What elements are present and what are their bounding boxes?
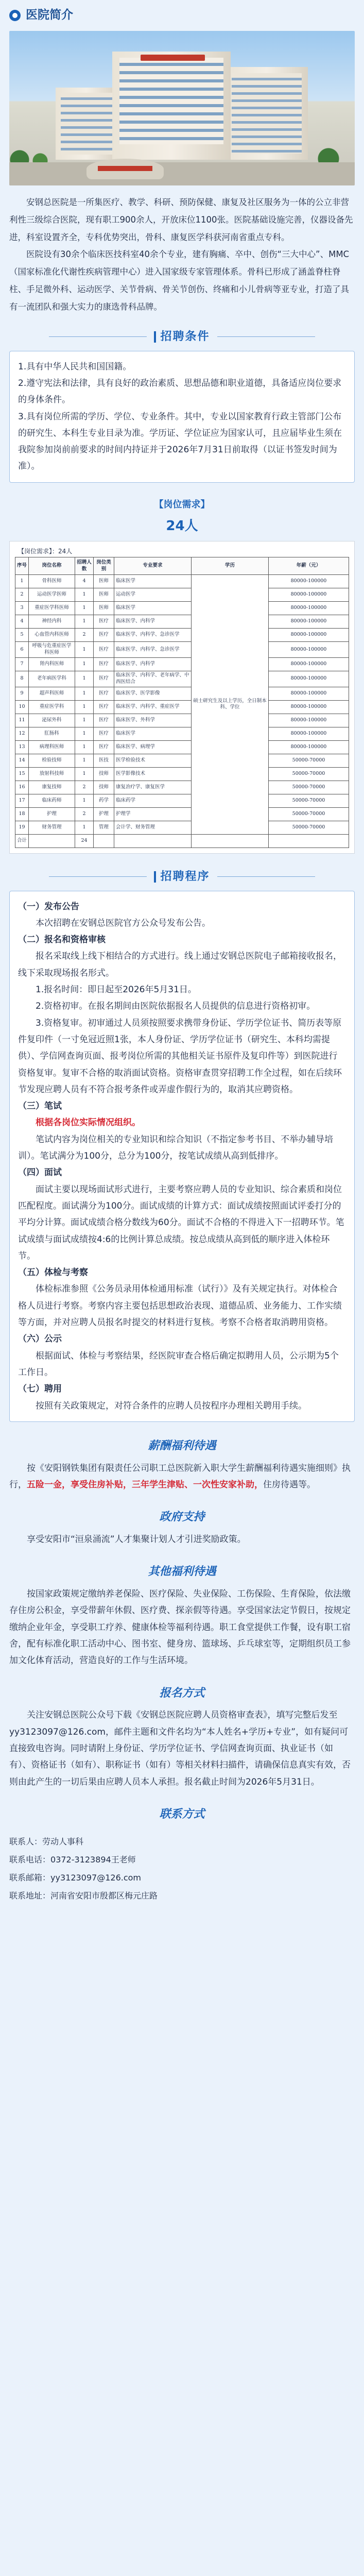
- table-row: 14 检验技师 1 医技 医学检验技术 50000-70000: [15, 754, 349, 767]
- intro-text: 安钢总医院是一所集医疗、教学、科研、预防保健、康复及社区服务为一体的公立非营利性三级综合医院，现有职工900余人，开放床位1100张。医院基础设施完善，仪器设备先进，科室设置齐全，专科优势突出，骨科、康复医学科获河南省重点专科。 医院设有30余个临床医技科室40余个专业，建有胸痛、卒中、创伤“三大中心”、MMC（国家标准化代谢性疾病管理中心）进入国家级专家管理体系。骨科已形成了涵盖脊柱脊柱、手足微外科、运动医学、关节骨病、骨关节创伤、终痛和小儿骨病等亚专业，打造了具有一流团队和强大实力的康选骨科品牌。: [9, 197, 353, 312]
- positions-total: 24人: [166, 518, 198, 534]
- procedure-box: （一）发布公告 本次招聘在安钢总医院官方公众号发布公告。 （二）报名和资格审核 报名采取线上线下相结合的方式进行。线上通过安钢总医院电子邮箱接收报名，线下采取现场报名形式。 1.报名时间：即日起至2026年5月31日。 2.资格初审。在报名期间由医院依据报名人员提供的信息进行资格初审。 3.资格复审。初审通过人员须按照要求携带身份证、学历学位证书、简历表等原件复印件（一寸免冠近照1张，本人身份证、学历学位证书（研究生、本科均需提供）、学信网查询页面、报考岗位所需的其他相关证书原件及复印件等）到医院进行资格复审。复审不合格的取消面试资格。资格审查贯穿招聘工作全过程，如在后续环节发现应聘人员有不符合报考条件或弄虚作假行为的，取消其应聘资格。 （三）笔试 根据各岗位实际情况组织。 笔试内容为岗位相关的专业知识和综合知识（不指定参考书目、不举办辅导培训）。笔试满分为100分，总分为100分，按笔试成绩从高到低排序。 （四）面试 面试主要以现场面试形式进行，主要考察应聘人员的专业知识、综合素质和岗位匹配程度。面试满分为100分。面试成绩的计算方式：面试成绩按照面试评委打分的平均分计算。面试成绩合格分数线为60分。面试不合格的不得进入下一招聘环节。笔试成绩与面试成绩按4:6的比例计算总成绩。按总成绩从高到低的顺序进入体检环节。 （五）体检与考察 体检标准参照《公务员录用体检通用标准（试行）》及有关规定执行。对体检合格人员进行考察。考察内容主要包括思想政治表现、道德品质、业务能力、工作实绩等方面，并对应聘人员报名时提交的材料进行复核。考察不合格者取消聘用资格。 （六）公示 根据面试、体检与考察结果，经医院审查合格后确定拟聘用人员，公示期为5个工作日。 （七）聘用 按照有关政策规定，对符合条件的应聘人员按程序办理相关聘用手续。: [9, 891, 355, 1422]
- table-row: 17 临床药师 1 药学 临床药学 50000-70000: [15, 794, 349, 807]
- salary-title: 薪酬福利待遇: [148, 1439, 216, 1452]
- positions-table-body: [15, 575, 349, 848]
- contact-phone[interactable]: 0372-3123894王老师: [50, 1854, 136, 1865]
- table-row: 6 呼吸与危重症医学科医师 1 医疗 临床医学、内科学、急诊医学 80000-100000: [15, 642, 349, 658]
- positions-title: 【岗位需求】: [154, 499, 210, 510]
- contact-title: 联系方式: [159, 1807, 205, 1821]
- conditions-box: 1.具有中华人民共和国国籍。 2.遵守宪法和法律，具有良好的政治素质、思想品德和职业道德，具备适应岗位要求的身体条件。 3.具有岗位所需的学历、学位、专业条件。其中，专业以国家教育行政主管部门公布的研究生、本科生专业目录为准。学历证、学位证应为国家认可，且应届毕业生须在我院参加岗前前要求的时间内持证并于2026年7月31日前取得（以证书签发时间为准）。: [9, 351, 355, 483]
- salary-text: 按《安阳钢铁集团有限责任公司职工总医院新入职大学生薪酬福利待遇实施细则》执行，五险一金，享受住房补贴，三年学生津贴、一次性安家补助，住房待遇等。: [9, 1463, 351, 1490]
- apply-title: 报名方式: [159, 1686, 205, 1700]
- table-row: 1 骨科医师 4 医师 临床医学 硕士研究生及以上学历，全日制本科、学位 80000-100000: [15, 575, 349, 588]
- entrance-stone: [86, 159, 164, 179]
- page-title: 医院简介: [26, 8, 73, 22]
- table-row: 2 运动医学医师 1 医师 运动医学 80000-100000: [15, 588, 349, 602]
- table-row: 8 老年病医学科 1 医疗 临床医学、内科学、老年病学、中西医结合 80000-100000: [15, 671, 349, 687]
- section-conditions-heading: 招聘条件: [0, 323, 364, 351]
- section-procedure-heading: 招聘程序: [0, 863, 364, 891]
- table-row: 4 神经内科 1 医疗 临床医学、内科学 80000-100000: [15, 615, 349, 629]
- policy-title: 政府支持: [159, 1511, 205, 1524]
- table-row: 9 超声科医师 1 医疗 临床医学、医学影像 80000-100000: [15, 687, 349, 700]
- table-row: 10 重症医学科 1 医疗 临床医学、内科学、重症医学 80000-100000: [15, 700, 349, 714]
- hospital-photo: [9, 31, 355, 185]
- contact-person: 劳动人事科: [42, 1836, 84, 1846]
- policy-text: 享受安阳市“洹泉涌流”人才集聚计划人才引进奖励政策。: [27, 1534, 246, 1545]
- table-row: 11 泌尿外科 1 医疗 临床医学、外科学 80000-100000: [15, 714, 349, 727]
- apply-text: 关注安钢总医院公众号下载《安钢总医院应聘人员资格审查表》，填写完整后发至yy3123097@126.com，邮件主题和文件名均为“本人姓名+学历+专业”，如有疑问可直接致电咨询。同时请附上身份证、学历学位证书、学信网查询页面、执业证书（如有）、资格证书（如有）、职称证书（如有）等相关材料扫描件，请确保信息真实有效，否则由此产生的一切后果由应聘人员本人承担。报名截止时间为2026年5月31日。: [9, 1710, 351, 1787]
- table-row: 18 护理 2 护理 护理学 50000-70000: [15, 807, 349, 821]
- other-benefits-title: 其他福利待遇: [148, 1565, 216, 1579]
- education-cell: 硕士研究生及以上学历，全日制本科、学位: [192, 575, 269, 834]
- positions-table-wrap: [9, 541, 355, 853]
- table-row: 13 病理科医师 1 医疗 临床医学、病理学 80000-100000: [15, 740, 349, 754]
- contact-email[interactable]: yy3123097@126.com: [50, 1873, 142, 1883]
- table-total-row: 合计 24: [15, 834, 349, 848]
- header-bullet-icon: [9, 10, 21, 21]
- other-benefits-text: 按国家政策规定缴纳养老保险、医疗保险、失业保险、工伤保险、生育保险，依法缴存住房公积金，享受带薪年休假、医疗费、探亲假等待遇。享受国家法定节假日，按规定缴纳企业年金，享受职工疗养、健康体检等福利待遇。职工食堂提供工作餐，设有职工宿舍，配有标准化职工活动中心、图书室、健身房、篮球场、乒乓球室等，定期组织员工参加文化体育活动，营造良好的工作与生活环境。: [9, 1589, 351, 1666]
- contact-address: 河南省安阳市殷都区梅元庄路: [50, 1891, 158, 1901]
- table-row: 15 放射科技师 1 技师 医学影像技术 50000-70000: [15, 767, 349, 781]
- table-row: 3 重症医学科医师 1 医师 临床医学 80000-100000: [15, 602, 349, 615]
- contact-block: 联系人：劳动人事科 联系电话：0372-3123894王老师 联系邮箱：yy3123097@126.com 联系地址：河南省安阳市殷都区梅元庄路: [9, 1836, 158, 1901]
- table-row: 16 康复技师 2 技师 康复治疗学、康复医学 50000-70000: [15, 781, 349, 794]
- positions-table: 序号 岗位名称 招聘人数 岗位类别 专业要求 学历 年薪（元） 1 骨科医师 4 医师 临床医学 硕士研究生及以上学历，全日制本科、学位 80000-100000 2 运动医学医师 1 医师 运动医学 80000-100000 3 重症医学科医师 1 医师 临床医学 80000-100000 4 神经内科 1 医疗 临床医学、内科学 80000-100000 5 心血管内科医师 2 医疗 临床医学、内科学、急诊医学 80000-100000 6 呼吸与危重症医学科医师 1 医疗 临床医学、内科学、急诊医学 80000-100000 7 肾内科医师 1 医疗 临床医学、内科学 80000-100000 8 老年病医学科 1 医疗 临床医学、内科学、老年病学、中西医结合 80000-100000 9 超声科医师 1 医疗 临床医学、医学影像 80000-100000 10 重症医学科 1 医疗 临床医学、内科学、重症医学 80000-100000 11 泌尿外科 1 医疗 临床医学、外科学 80000-100000 12 肛肠科 1 医疗 临床医学 80000-100000 13 病理科医师 1 医疗 临床医学、病理学 80000-100000 14 检验技师 1 医技 医学检验技术 50000-70000 15 放射科技师 1 技师 医学影像技术 50000-70000 16 康复技师 2 技师 康复治疗学、康复医学 50000-70000 17 临床药师 1 药学 临床药学 50000-70000 18 护理 2 护理 护理学 50000-70000 19 财务管理 1 管理 会计学、财务管理 50000-70000 合计 24: [15, 557, 349, 848]
- table-row: 7 肾内科医师 1 医疗 临床医学、内科学 80000-100000: [15, 657, 349, 671]
- positions-caption: 【岗位需求】：24人: [18, 548, 73, 555]
- table-row: 5 心血管内科医师 2 医疗 临床医学、内科学、急诊医学 80000-100000: [15, 629, 349, 642]
- table-row: 12 肛肠科 1 医疗 临床医学 80000-100000: [15, 727, 349, 740]
- table-row: 19 财务管理 1 管理 会计学、财务管理 50000-70000: [15, 821, 349, 834]
- page-header: [0, 0, 364, 31]
